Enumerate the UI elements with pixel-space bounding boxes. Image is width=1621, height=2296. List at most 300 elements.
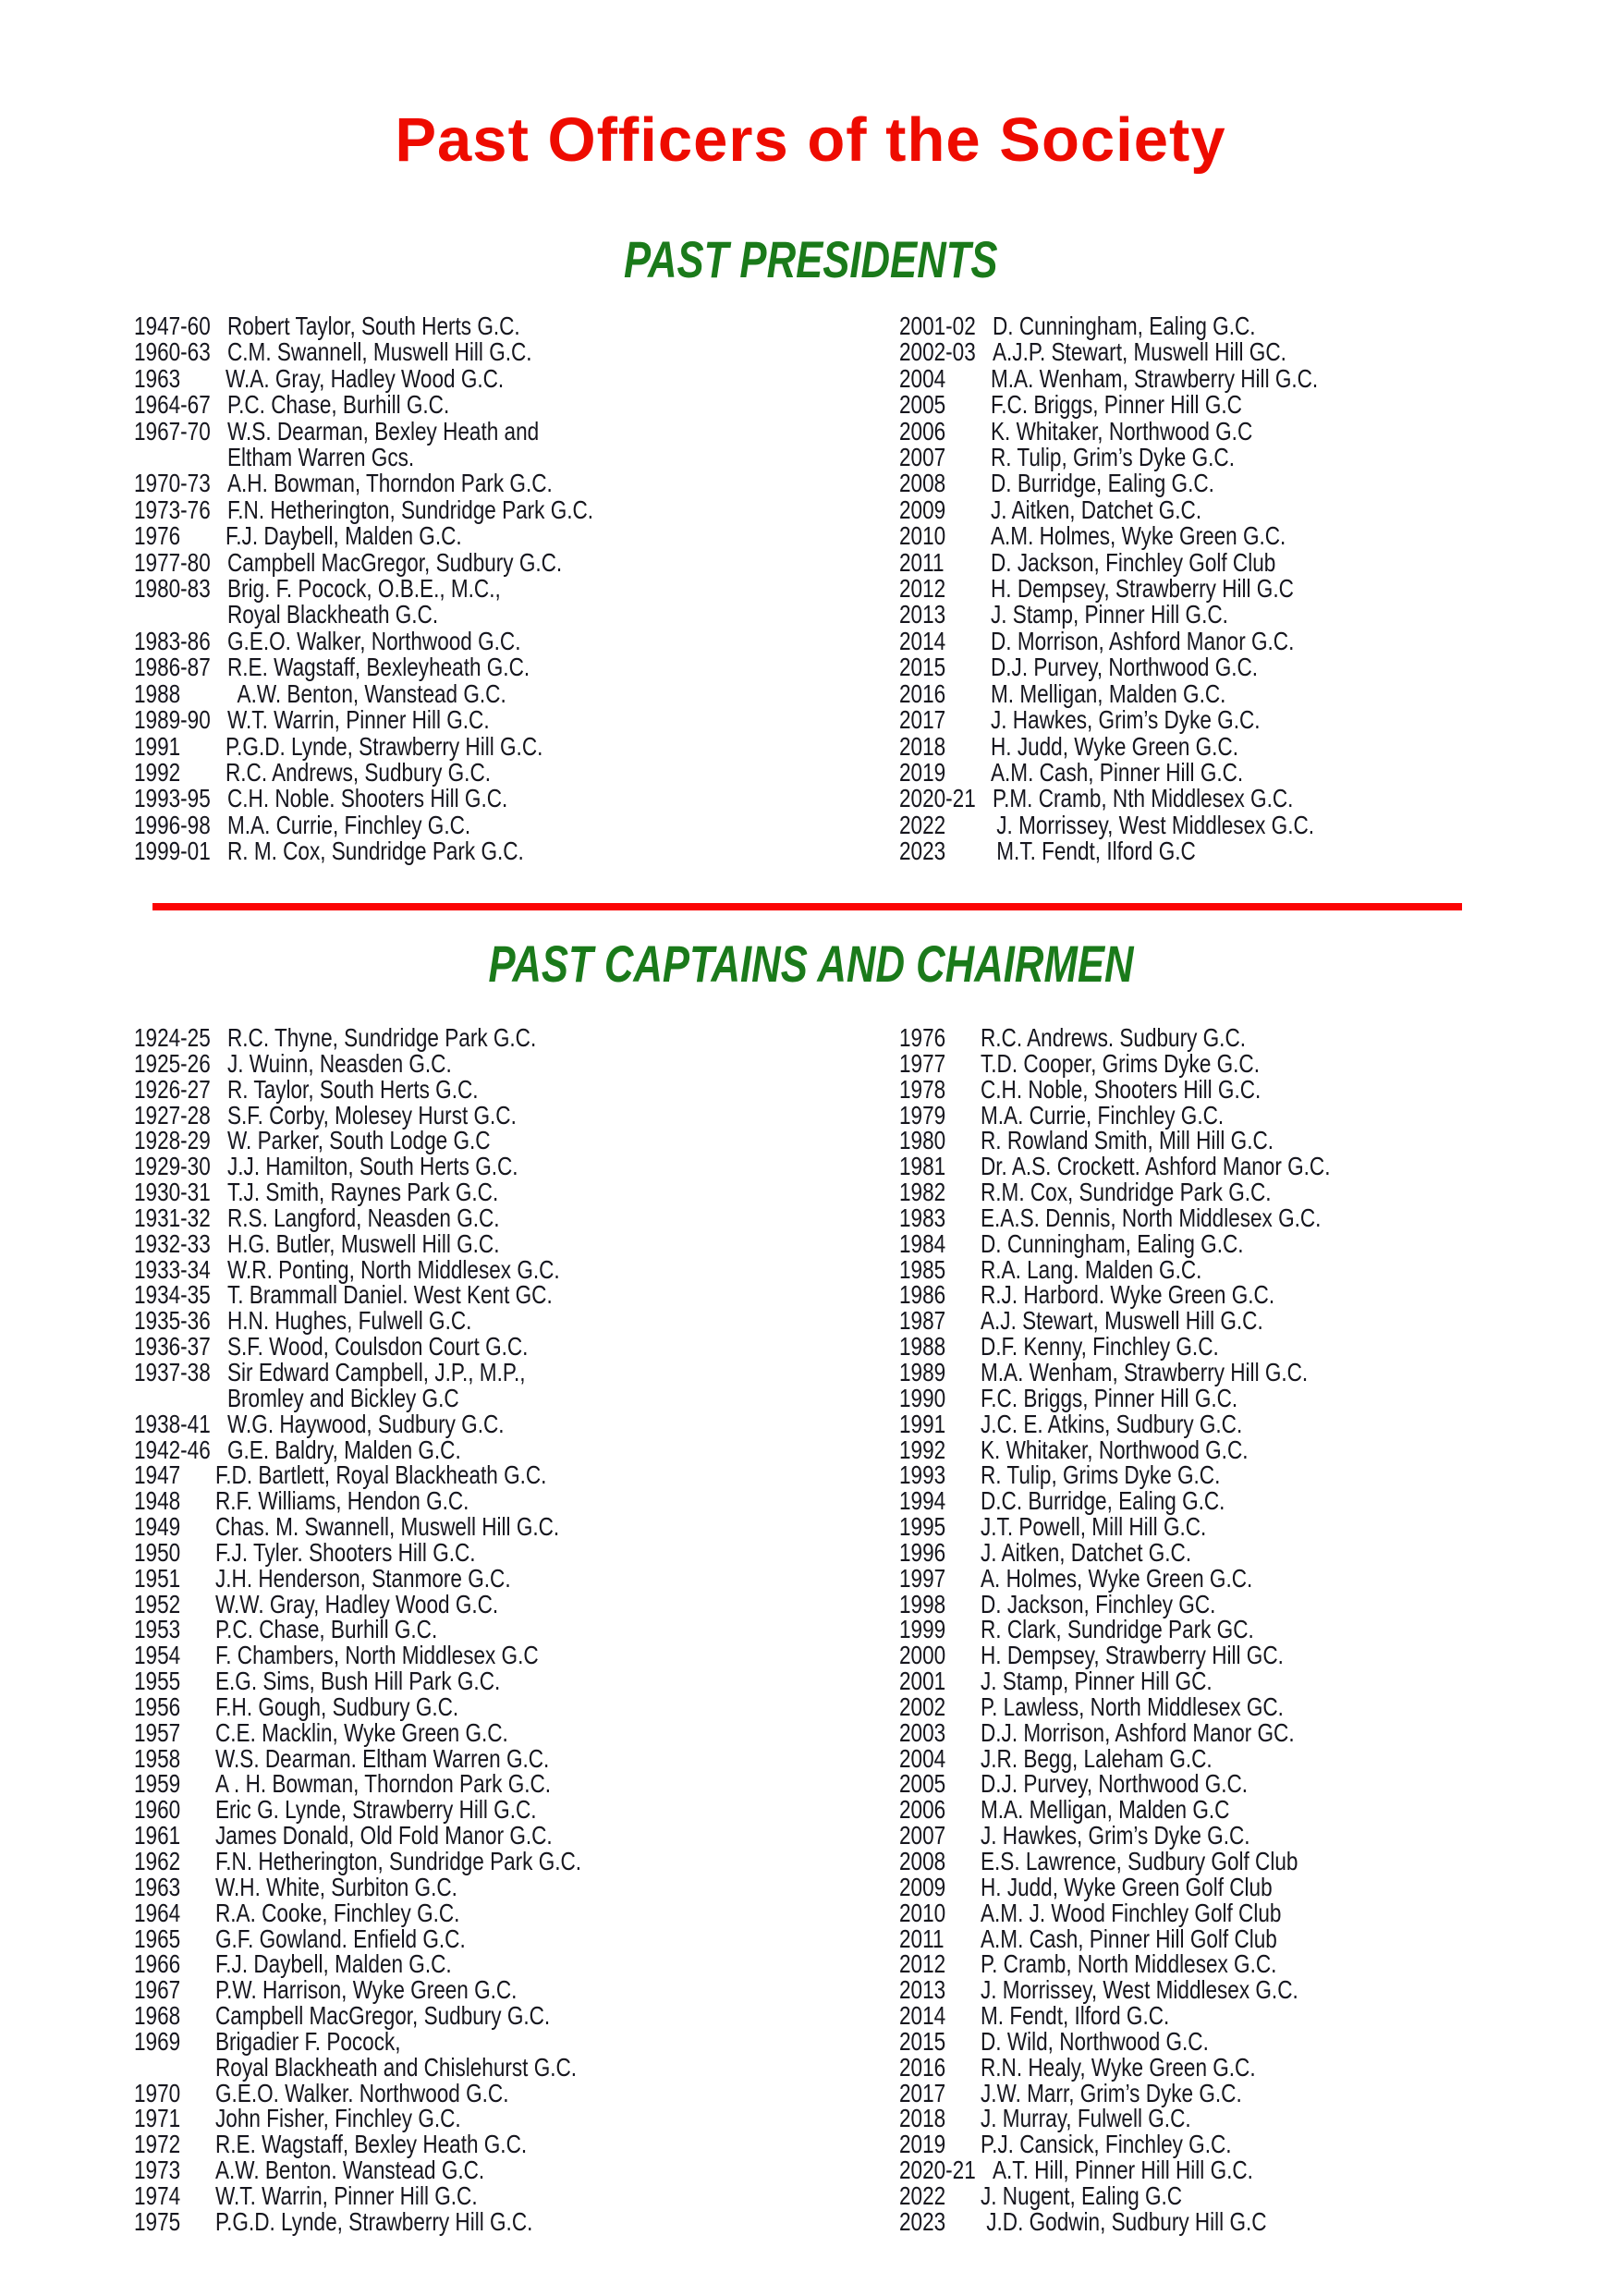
officer-row — [899, 1048, 1408, 1078]
officer-name: J.H. Henderson, Stanmore G.C. — [215, 1563, 511, 1593]
officer-row — [899, 2131, 1408, 2157]
officer-name: F.C. Briggs, Pinner Hill G.C. — [981, 1383, 1238, 1412]
officer-name: Robert Taylor, South Herts G.C. — [226, 311, 520, 340]
officer-row — [134, 812, 674, 838]
officer-year: 1926-27 — [134, 1074, 211, 1104]
officer-year: 1987 — [899, 1306, 946, 1336]
officer-year: 1948 — [134, 1486, 181, 1516]
officer-year: 1983 — [899, 1203, 946, 1232]
officer-name: A . H. Bowman, Thorndon Park G.C. — [215, 1769, 552, 1799]
officer-year: 1996 — [899, 1537, 946, 1567]
officer-name: D. Burridge, Ealing G.C. — [991, 469, 1214, 498]
officer-row — [899, 1383, 1408, 1412]
officer-name: C.M. Swannell, Muswell Hill G.C. — [226, 337, 532, 367]
officer-year: 1992 — [899, 1435, 946, 1464]
officer-row — [899, 1717, 1408, 1747]
officer-year: 1927-28 — [134, 1100, 211, 1130]
officer-row — [134, 1643, 662, 1668]
officer-year: 1975 — [134, 2206, 181, 2236]
officer-name: R. Clark, Sundridge Park GC. — [981, 1615, 1254, 1644]
officer-name: F.H. Gough, Sudbury G.C. — [215, 1691, 459, 1721]
officer-name: D. Morrison, Ashford Manor G.C. — [991, 626, 1295, 655]
officer-row — [899, 2026, 1408, 2056]
officer-year: 1932-33 — [134, 1228, 211, 1258]
officer-row — [899, 339, 1390, 365]
officer-name: M.T. Fendt, Ilford G.C — [991, 837, 1196, 866]
officer-year: 2023 — [899, 2206, 946, 2236]
officer-name: F.N. Hetherington, Sundridge Park G.C. — [226, 495, 594, 524]
officer-row — [134, 2180, 662, 2210]
officer-name: H. Judd, Wyke Green G.C. — [991, 731, 1238, 761]
officer-name: A.J.P. Stewart, Muswell Hill GC. — [992, 337, 1286, 367]
officer-name: A.J. Stewart, Muswell Hill G.C. — [981, 1306, 1263, 1336]
officer-row — [134, 654, 674, 680]
officer-row — [899, 1643, 1408, 1668]
officer-row — [899, 547, 1390, 577]
officer-name: P.J. Cansick, Finchley G.C. — [981, 2130, 1232, 2159]
officer-name: F.J. Tyler. Shooters Hill G.C. — [215, 1537, 476, 1567]
officer-year: 1998 — [899, 1589, 946, 1618]
officer-row — [134, 1771, 662, 1797]
officer-name: Brig. F. Pocock, O.B.E., M.C., Royal Blackheath G.C. — [226, 574, 501, 629]
officer-name: T.D. Cooper, Grims Dyke G.C. — [981, 1048, 1260, 1078]
officer-year: 1974 — [134, 2180, 181, 2210]
officer-name: K. Whitaker, Northwood G.C. — [981, 1435, 1249, 1464]
officer-year: 1977-80 — [134, 547, 211, 577]
captains-heading — [0, 934, 1621, 993]
officer-year: 1972 — [134, 2130, 181, 2159]
officer-year: 1965 — [134, 1924, 181, 1953]
officer-row — [899, 1357, 1408, 1386]
officer-row — [899, 497, 1390, 523]
officer-row — [899, 731, 1390, 761]
officer-row — [134, 1411, 662, 1437]
officer-row — [899, 1462, 1408, 1488]
officer-row — [134, 2078, 662, 2107]
officer-name: R.C. Andrews. Sudbury G.C. — [981, 1023, 1246, 1052]
officer-year: 2003 — [899, 1717, 946, 1747]
officer-row — [134, 1254, 662, 1284]
officer-row — [134, 1617, 662, 1643]
officer-name: D. Jackson, Finchley Golf Club — [991, 547, 1276, 577]
officer-row — [134, 1797, 662, 1823]
officer-year: 1981 — [899, 1152, 946, 1181]
officer-row — [134, 2157, 662, 2183]
officer-year: 1950 — [134, 1537, 181, 1567]
officer-row — [134, 1872, 662, 1901]
captains-heading-text: PAST CAPTAINS AND CHAIRMEN — [487, 934, 1134, 993]
officer-name: C.H. Noble, Shooters Hill G.C. — [981, 1074, 1261, 1104]
officer-name: T.J. Smith, Raynes Park G.C. — [226, 1178, 499, 1207]
officer-row — [899, 1100, 1408, 1130]
officer-row — [899, 1849, 1408, 1875]
officer-row — [899, 1308, 1408, 1334]
officer-row — [899, 2180, 1408, 2210]
officer-year: 2004 — [899, 1743, 946, 1773]
officer-row — [899, 2003, 1408, 2029]
officer-year: 1991 — [134, 731, 181, 761]
officer-row — [899, 1823, 1408, 1849]
officer-year: 1995 — [899, 1512, 946, 1542]
officer-row — [134, 626, 674, 655]
officer-name: P.C. Chase, Burhill G.C. — [226, 390, 450, 420]
officer-name: G.E.O. Walker, Northwood G.C. — [226, 626, 521, 655]
officer-row — [899, 707, 1390, 733]
officer-year: 1937-38 — [134, 1357, 211, 1386]
officer-name: A.M. Holmes, Wyke Green G.C. — [991, 521, 1286, 551]
officer-name: R.J. Harbord. Wyke Green G.C. — [981, 1280, 1275, 1310]
officer-year: 1925-26 — [134, 1048, 211, 1078]
officer-row — [134, 2206, 662, 2236]
officer-year: 1989 — [899, 1357, 946, 1386]
officer-year: 1928-29 — [134, 1126, 211, 1155]
officer-year: 2006 — [899, 416, 946, 446]
officer-year: 2019 — [899, 757, 946, 787]
officer-row — [134, 470, 674, 496]
officer-row — [899, 1900, 1408, 1926]
officer-year: 1967-70 — [134, 416, 211, 446]
officer-row — [899, 602, 1390, 628]
officer-row — [899, 654, 1390, 680]
officer-name: D.J. Purvey, Northwood G.C. — [981, 1769, 1249, 1799]
captains-left-column — [134, 1025, 662, 2235]
officer-row — [134, 1205, 662, 1231]
officer-row — [899, 523, 1390, 549]
officer-year: 2011 — [899, 1924, 945, 1953]
officer-year: 2018 — [899, 731, 946, 761]
officer-name: J. Morrissey, West Middlesex G.C. — [981, 1975, 1298, 2005]
officer-year: 1985 — [899, 1254, 946, 1284]
officer-row — [899, 1589, 1408, 1618]
officer-row — [134, 1228, 662, 1258]
officer-year: 2015 — [899, 2026, 946, 2056]
officer-year: 2010 — [899, 521, 946, 551]
page-title: Past Officers of the Society — [395, 105, 1226, 175]
officer-name: J. Morrissey, West Middlesex G.C. — [991, 810, 1315, 839]
officer-name: F.J. Daybell, Malden G.C. — [215, 1949, 452, 1979]
officer-year: 1997 — [899, 1563, 946, 1593]
officer-year: 2002-03 — [899, 337, 976, 367]
officer-year: 1947 — [134, 1460, 181, 1490]
officer-name: J. Stamp, Pinner Hill G.C. — [991, 600, 1228, 629]
officer-name: W.S. Dearman, Bexley Heath and Eltham Warren Gcs. — [226, 416, 540, 472]
officer-year: 2022 — [899, 2180, 946, 2210]
officer-year: 2015 — [899, 653, 946, 682]
officer-year: 1936-37 — [134, 1332, 211, 1362]
officer-year: 1934-35 — [134, 1280, 211, 1310]
officer-row — [899, 363, 1390, 393]
officer-name: G.E. Baldry, Malden G.C. — [226, 1435, 461, 1464]
officer-year: 1951 — [134, 1563, 181, 1593]
officer-year: 1952 — [134, 1589, 181, 1618]
officer-name: J. Aitken, Datchet G.C. — [991, 495, 1202, 524]
officer-name: D. Jackson, Finchley GC. — [981, 1589, 1216, 1618]
officer-name: R.S. Langford, Neasden G.C. — [226, 1203, 500, 1232]
officer-year: 1991 — [899, 1409, 946, 1438]
officer-row — [899, 1668, 1408, 1694]
officer-year: 2013 — [899, 1975, 946, 2005]
officer-row — [134, 1926, 662, 1952]
officer-row — [134, 1128, 662, 1154]
officer-row — [899, 1228, 1408, 1258]
officer-row — [899, 313, 1390, 339]
officer-year: 1964-67 — [134, 390, 211, 420]
officer-year: 2017 — [899, 705, 946, 735]
officer-row — [899, 1205, 1408, 1231]
officer-year: 1931-32 — [134, 1203, 211, 1232]
officer-year: 1978 — [899, 1074, 946, 1104]
officer-row — [899, 1025, 1408, 1051]
officer-row — [134, 339, 674, 365]
officer-year: 1993 — [899, 1460, 946, 1490]
officer-name: D.F. Kenny, Finchley G.C. — [981, 1332, 1219, 1362]
officer-row — [899, 445, 1390, 470]
officer-row — [899, 1154, 1408, 1179]
officer-year: 2022 — [899, 810, 946, 839]
officer-name: Campbell MacGregor, Sudbury G.C. — [215, 2001, 551, 2031]
officer-name: G.F. Gowland. Enfield G.C. — [215, 1924, 466, 1953]
officer-year: 1962 — [134, 1847, 181, 1875]
officer-year: 1957 — [134, 1717, 181, 1747]
officer-row — [899, 1537, 1408, 1567]
officer-row — [134, 1462, 662, 1488]
officer-year: 2008 — [899, 1847, 946, 1875]
officer-name: J. Hawkes, Grim’s Dyke G.C. — [981, 1821, 1250, 1850]
officer-year: 2016 — [899, 2052, 946, 2082]
officer-name: F.C. Briggs, Pinner Hill G.C — [991, 390, 1242, 420]
officer-name: P.W. Harrison, Wyke Green G.C. — [215, 1975, 518, 2005]
officer-row — [134, 2026, 662, 2082]
officer-name: A.H. Bowman, Thorndon Park G.C. — [226, 469, 553, 498]
officer-row — [134, 1743, 662, 1773]
officer-row — [134, 1048, 662, 1078]
officer-year: 2017 — [899, 2078, 946, 2107]
officer-year: 2014 — [899, 2001, 946, 2031]
officer-row — [134, 1900, 662, 1926]
officer-name: J.W. Marr, Grim’s Dyke G.C. — [981, 2078, 1242, 2107]
officer-row — [134, 1514, 662, 1540]
officer-year: 1988 — [134, 678, 181, 708]
officer-name: W.S. Dearman. Eltham Warren G.C. — [215, 1743, 550, 1773]
officer-row — [899, 1488, 1408, 1514]
officer-row — [899, 416, 1390, 446]
officer-name: D.J. Morrison, Ashford Manor GC. — [981, 1717, 1295, 1747]
officer-name: J.C. E. Atkins, Sudbury G.C. — [981, 1409, 1243, 1438]
officer-name: W. Parker, South Lodge G.C — [226, 1126, 491, 1155]
officer-name: E.A.S. Dennis, North Middlesex G.C. — [981, 1203, 1322, 1232]
officer-row — [134, 497, 674, 523]
officer-year: 1963 — [134, 363, 181, 393]
officer-year: 1996-98 — [134, 810, 211, 839]
officer-year: 1973 — [134, 2156, 181, 2185]
officer-year: 2001 — [899, 1667, 946, 1696]
officer-year: 1984 — [899, 1228, 946, 1258]
officer-year: 2005 — [899, 1769, 946, 1799]
officer-row — [899, 1334, 1408, 1360]
officer-year: 2002 — [899, 1691, 946, 1721]
officer-name: W.T. Warrin, Pinner Hill G.C. — [226, 705, 490, 735]
officer-name: R.A. Cooke, Finchley G.C. — [215, 1898, 460, 1927]
officer-year: 1966 — [134, 1949, 181, 1979]
officer-year: 1933-34 — [134, 1254, 211, 1284]
officer-row — [899, 1563, 1408, 1593]
officer-year: 1983-86 — [134, 626, 211, 655]
officer-row — [899, 1282, 1408, 1308]
officer-year: 1969 — [134, 2026, 181, 2056]
officer-row — [899, 576, 1390, 602]
officer-row — [134, 1563, 662, 1593]
officer-name: R.E. Wagstaff, Bexley Heath G.C. — [215, 2130, 528, 2159]
officer-year: 2012 — [899, 1949, 946, 1979]
officer-name: M.A. Currie, Finchley G.C. — [981, 1100, 1225, 1130]
officer-name: D.C. Burridge, Ealing G.C. — [981, 1486, 1225, 1516]
officer-name: J. Hawkes, Grim’s Dyke G.C. — [991, 705, 1261, 735]
presidents-heading-text: PAST PRESIDENTS — [623, 230, 998, 288]
officer-row — [899, 678, 1390, 708]
officer-year: 2001-02 — [899, 311, 976, 340]
officer-row — [134, 838, 674, 864]
officer-row — [134, 523, 674, 549]
officer-name: Brigadier F. Pocock, Royal Blackheath and Chislehurst G.C. — [215, 2026, 578, 2082]
officer-row — [899, 838, 1390, 864]
officer-year: 1970-73 — [134, 469, 211, 498]
officer-row — [134, 547, 674, 577]
officer-row — [899, 2106, 1408, 2131]
officer-name: S.F. Wood, Coulsdon Court G.C. — [226, 1332, 529, 1362]
officer-year: 1968 — [134, 2001, 181, 2031]
officer-row — [899, 2078, 1408, 2107]
officer-row — [134, 1179, 662, 1205]
officer-row — [134, 1589, 662, 1618]
officer-year: 1955 — [134, 1667, 181, 1696]
officer-row — [134, 678, 674, 708]
officer-name: R.A. Lang. Malden G.C. — [981, 1254, 1202, 1284]
officer-row — [899, 2052, 1408, 2082]
officer-row — [134, 1282, 662, 1308]
officer-row — [899, 1617, 1408, 1643]
officer-year: 2020-21 — [899, 784, 976, 813]
officer-row — [134, 786, 674, 812]
officer-year: 2000 — [899, 1641, 946, 1670]
presidents-right-column — [899, 313, 1390, 865]
officer-year: 1961 — [134, 1821, 181, 1850]
officer-name: E.S. Lawrence, Sudbury Golf Club — [981, 1847, 1298, 1875]
officer-name: T. Brammall Daniel. West Kent GC. — [226, 1280, 553, 1310]
captains-right-column — [899, 1025, 1408, 2235]
officer-name: W.A. Gray, Hadley Wood G.C. — [225, 363, 505, 393]
officer-name: J. Wuinn, Neasden G.C. — [226, 1048, 452, 1078]
officer-name: J.J. Hamilton, South Herts G.C. — [226, 1152, 518, 1181]
officer-year: 1960 — [134, 1795, 181, 1825]
officer-name: H.G. Butler, Muswell Hill G.C. — [226, 1228, 500, 1258]
officer-year: 1990 — [899, 1383, 946, 1412]
officer-row — [899, 1926, 1408, 1952]
officer-year: 1960-63 — [134, 337, 211, 367]
officer-row — [134, 2131, 662, 2157]
officer-name: R.F. Williams, Hendon G.C. — [215, 1486, 469, 1516]
officer-row — [134, 313, 674, 339]
officer-name: M.A. Wenham, Strawberry Hill G.C. — [981, 1357, 1309, 1386]
officer-row — [899, 1254, 1408, 1284]
officer-name: D. Cunningham, Ealing G.C. — [981, 1228, 1244, 1258]
officer-name: H. Dempsey, Strawberry Hill GC. — [981, 1641, 1284, 1670]
officer-row — [134, 416, 674, 472]
officer-row — [899, 812, 1390, 838]
officer-row — [134, 731, 674, 761]
officer-name: M.A. Wenham, Strawberry Hill G.C. — [991, 363, 1319, 393]
officer-name: R. Taylor, South Herts G.C. — [226, 1074, 479, 1104]
officer-name: H.N. Hughes, Fulwell G.C. — [226, 1306, 472, 1336]
officer-name: P.G.D. Lynde, Strawberry Hill G.C. — [225, 731, 543, 761]
officer-row — [134, 392, 674, 418]
officer-name: F.J. Daybell, Malden G.C. — [225, 521, 462, 551]
officer-row — [899, 1977, 1408, 2003]
officer-row — [899, 1872, 1408, 1901]
officer-year: 1976 — [899, 1023, 946, 1052]
officer-row — [134, 1691, 662, 1721]
officer-year: 1935-36 — [134, 1306, 211, 1336]
officer-year: 2008 — [899, 469, 946, 498]
officer-name: M. Fendt, Ilford G.C. — [981, 2001, 1170, 2031]
officer-row — [134, 1308, 662, 1334]
officer-name: M. Melligan, Malden G.C. — [991, 678, 1226, 708]
officer-name: S.F. Corby, Molesey Hurst G.C. — [226, 1100, 517, 1130]
officer-row — [899, 1797, 1408, 1823]
officer-row — [134, 2106, 662, 2131]
officer-row — [134, 2003, 662, 2029]
officer-year: 1980 — [899, 1126, 946, 1155]
officer-name: C.E. Macklin, Wyke Green G.C. — [215, 1717, 508, 1747]
officer-row — [134, 363, 674, 393]
officer-row — [899, 1437, 1408, 1463]
officer-name: Dr. A.S. Crockett. Ashford Manor G.C. — [981, 1152, 1331, 1181]
officer-year: 1976 — [134, 521, 181, 551]
officer-year: 1953 — [134, 1615, 181, 1644]
officer-name: J.D. Godwin, Sudbury Hill G.C — [981, 2206, 1267, 2236]
officer-year: 1956 — [134, 1691, 181, 1721]
officer-year: 1929-30 — [134, 1152, 211, 1181]
officer-name: D. Cunningham, Ealing G.C. — [992, 311, 1256, 340]
officer-year: 1982 — [899, 1178, 946, 1207]
officer-year: 1999-01 — [134, 837, 211, 866]
officer-name: A.M. J. Wood Finchley Golf Club — [981, 1898, 1282, 1927]
officer-row — [134, 1437, 662, 1463]
officer-year: 1963 — [134, 1872, 181, 1901]
officer-year: 2020-21 — [899, 2156, 976, 2185]
officer-year: 1973-76 — [134, 495, 211, 524]
officer-year: 2007 — [899, 1821, 946, 1850]
officer-year: 2019 — [899, 2130, 946, 2159]
officer-name: Eric G. Lynde, Strawberry Hill G.C. — [215, 1795, 537, 1825]
officer-row — [134, 1977, 662, 2003]
officer-year: 1994 — [899, 1486, 946, 1516]
officer-name: W.W. Gray, Hadley Wood G.C. — [215, 1589, 499, 1618]
officer-row — [134, 1849, 662, 1875]
officer-year: 1977 — [899, 1048, 946, 1078]
officer-name: P.C. Chase, Burhill G.C. — [215, 1615, 438, 1644]
officer-year: 2010 — [899, 1898, 946, 1927]
officer-name: James Donald, Old Fold Manor G.C. — [215, 1821, 553, 1850]
officer-row — [899, 757, 1390, 787]
officer-row — [134, 1668, 662, 1694]
presidents-left-column — [134, 313, 674, 865]
officer-row — [134, 1488, 662, 1514]
officer-name: A.W. Benton, Wanstead G.C. — [225, 678, 506, 708]
officer-name: F.N. Hetherington, Sundridge Park G.C. — [215, 1847, 582, 1875]
officer-year: 2013 — [899, 600, 946, 629]
officer-name: M.A. Melligan, Malden G.C — [981, 1795, 1230, 1825]
officer-year: 1959 — [134, 1769, 181, 1799]
